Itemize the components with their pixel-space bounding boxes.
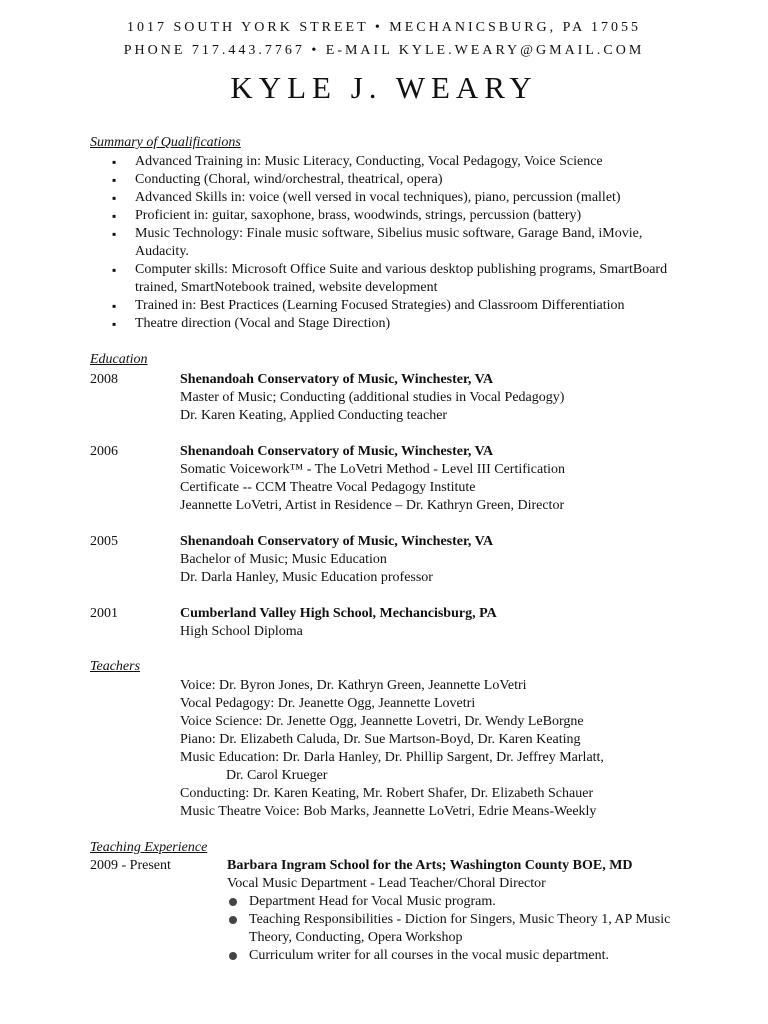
education-year: 2001: [90, 606, 118, 621]
employer-name: Barbara Ingram School for the Arts; Washington County BOE, MD: [227, 858, 633, 873]
qualification-item: ▪ Advanced Training in: Music Literacy, Conducting, Vocal Pedagogy, Voice Science: [112, 153, 692, 171]
teachers-list: [180, 677, 700, 821]
school-name: Shenandoah Conservatory of Music, Winchester, VA: [180, 534, 494, 549]
experience-bullets: [227, 893, 697, 965]
teacher-line: Dr. Carol Krueger: [226, 768, 328, 783]
education-heading: Education: [90, 352, 148, 367]
education-year: 2006: [90, 444, 118, 459]
school-name: Cumberland Valley High School, Mechancisburg, PA: [180, 606, 497, 621]
education-detail: Jeannette LoVetri, Artist in Residence – Dr. Kathryn Green, Director: [180, 498, 565, 513]
candidate-name: KYLE J. WEARY: [230, 70, 538, 105]
teacher-line: Voice Science: Dr. Jenette Ogg, Jeannette Lovetri, Dr. Wendy LeBorgne: [180, 714, 584, 729]
qualification-item: ▪ Music Technology: Finale music software, Sibelius music software, Garage Band, iMovie, Audacity.: [112, 225, 692, 261]
education-detail: Bachelor of Music; Music Education: [180, 552, 387, 567]
teacher-line: Piano: Dr. Elizabeth Caluda, Dr. Sue Martson-Boyd, Dr. Karen Keating: [180, 732, 581, 747]
qualification-item: ▪ Trained in: Best Practices (Learning Focused Strategies) and Classroom Differentiation: [112, 297, 692, 315]
education-detail: Somatic Voicework™ - The LoVetri Method - Level III Certification: [180, 462, 566, 477]
qualification-item: ▪ Conducting (Choral, wind/orchestral, theatrical, opera): [112, 171, 692, 189]
teacher-line: Music Theatre Voice: Bob Marks, Jeannette LoVetri, Edrie Means-Weekly: [180, 804, 597, 819]
experience-heading: Teaching Experience: [90, 840, 208, 855]
teachers-heading: Teachers: [90, 659, 141, 674]
teacher-line: Music Education: Dr. Darla Hanley, Dr. Phillip Sargent, Dr. Jeffrey Marlatt,: [180, 750, 604, 765]
education-year: 2005: [90, 534, 118, 549]
qualification-item: ▪ Proficient in: guitar, saxophone, brass, woodwinds, strings, percussion (battery): [112, 207, 692, 225]
experience-years: 2009 - Present: [90, 858, 171, 873]
teacher-line: Vocal Pedagogy: Dr. Jeanette Ogg, Jeannette Lovetri: [180, 696, 476, 711]
school-name: Shenandoah Conservatory of Music, Winchester, VA: [180, 444, 494, 459]
teacher-line: Voice: Dr. Byron Jones, Dr. Kathryn Green, Jeannette LoVetri: [180, 678, 527, 693]
qualifications-list: [112, 153, 692, 333]
qualification-item: ▪ Computer skills: Microsoft Office Suite and various desktop publishing programs, SmartBoard trained, SmartNotebook trained, website development: [112, 261, 692, 297]
contact-line: PHONE 717.443.7767 • E-MAIL KYLE.WEARY@GMAIL.COM: [123, 43, 645, 58]
education-detail: Master of Music; Conducting (additional studies in Vocal Pedagogy): [180, 390, 565, 405]
teacher-line: Conducting: Dr. Karen Keating, Mr. Robert Shafer, Dr. Elizabeth Schauer: [180, 786, 594, 801]
qualification-item: ▪ Theatre direction (Vocal and Stage Direction): [112, 315, 692, 333]
experience-item: Teaching Responsibilities - Diction for Singers, Music Theory 1, AP Music Theory, Conducting, Opera Workshop: [227, 911, 697, 947]
address-line: 1017 SOUTH YORK STREET • MECHANICSBURG, PA 17055: [127, 20, 641, 35]
education-detail: Certificate -- CCM Theatre Vocal Pedagogy Institute: [180, 480, 476, 495]
experience-item: Curriculum writer for all courses in the vocal music department.: [227, 947, 697, 965]
school-name: Shenandoah Conservatory of Music, Winchester, VA: [180, 372, 494, 387]
summary-heading: Summary of Qualifications: [90, 135, 241, 150]
experience-item: Department Head for Vocal Music program.: [227, 893, 697, 911]
qualification-item: ▪ Advanced Skills in: voice (well versed in vocal techniques), piano, percussion (mallet): [112, 189, 692, 207]
education-detail: High School Diploma: [180, 624, 303, 639]
education-detail: Dr. Karen Keating, Applied Conducting teacher: [180, 408, 448, 423]
education-detail: Dr. Darla Hanley, Music Education professor: [180, 570, 433, 585]
education-year: 2008: [90, 372, 118, 387]
job-role: Vocal Music Department - Lead Teacher/Choral Director: [227, 876, 546, 891]
